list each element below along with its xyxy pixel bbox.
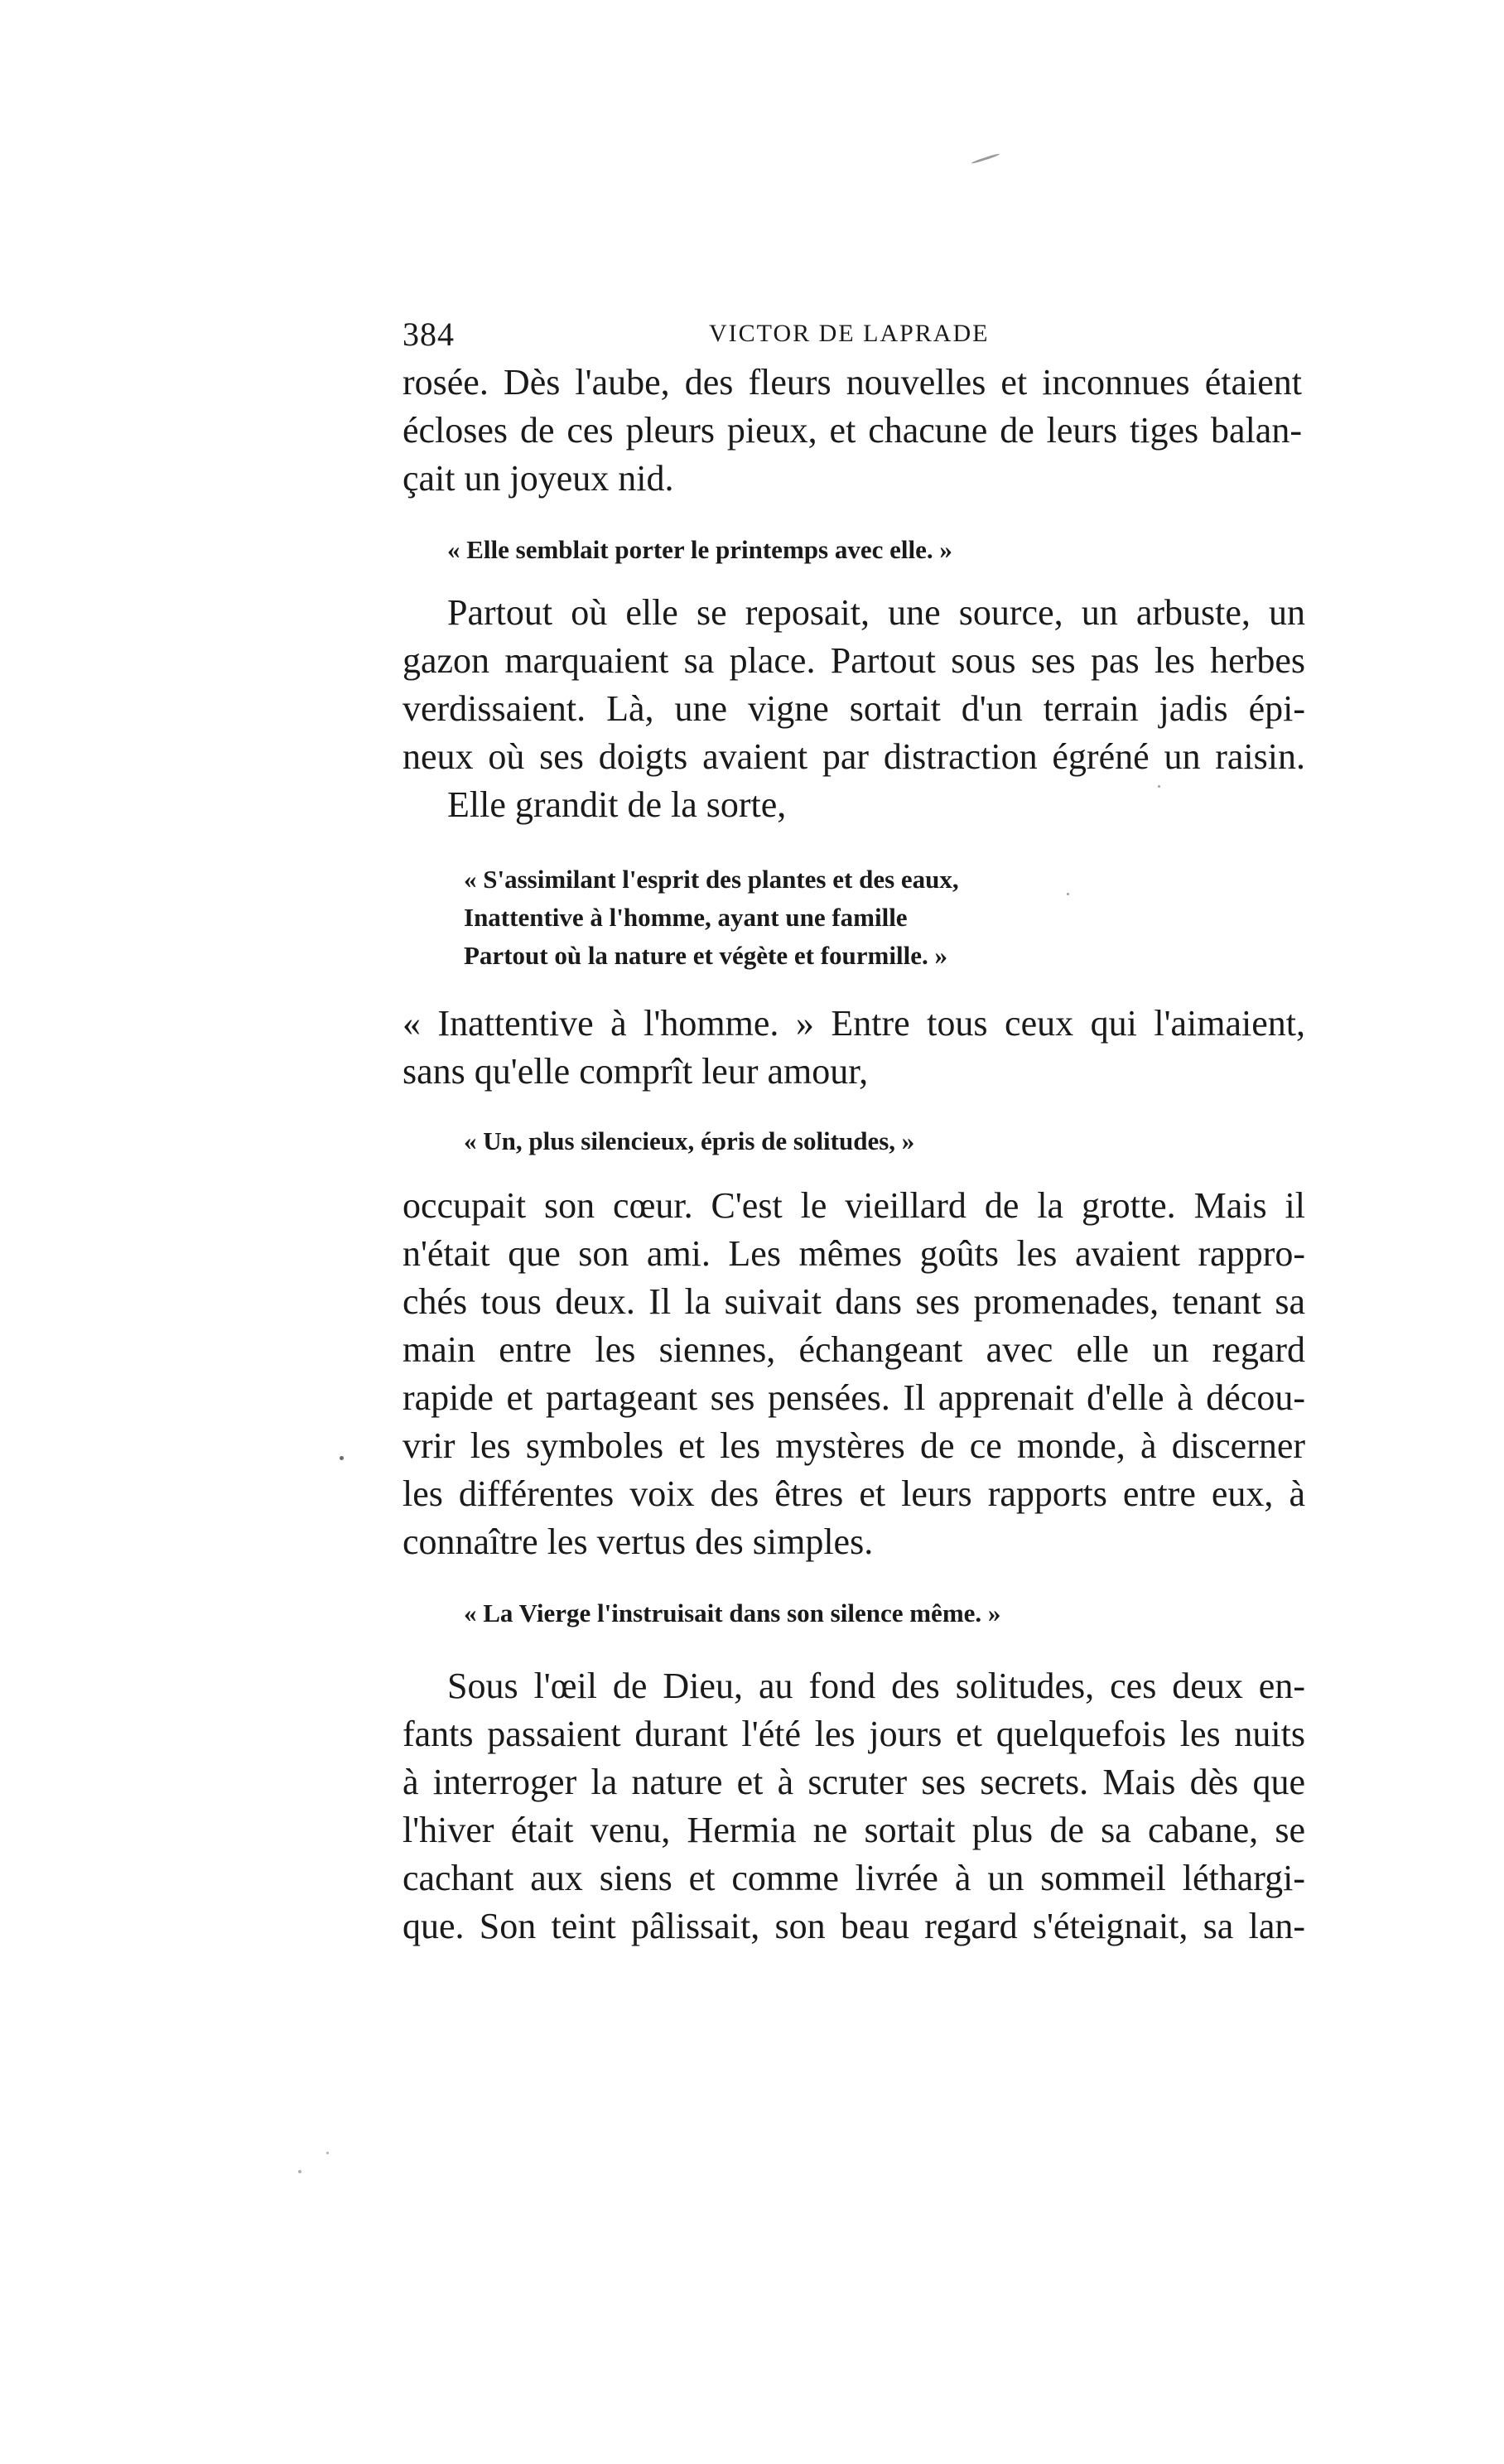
scan-speck (326, 2152, 329, 2154)
text-line: sans qu'elle comprît leur amour, (403, 1051, 869, 1092)
text-line: neux où ses doigts avaient par distraction égréné un raisin. (403, 736, 1305, 777)
text-line: Partout où elle se reposait, une source, un arbuste, un (447, 592, 1305, 633)
scan-speck (1158, 785, 1160, 788)
text-line: fants passaient durant l'été les jours et quelquefois les nuits (403, 1714, 1305, 1754)
text-line: rosée. Dès l'aube, des fleurs nouvelles et inconnues étaient (403, 362, 1302, 403)
text-line: main entre les siennes, échangeant avec elle un regard (403, 1329, 1305, 1370)
text-line: cachant aux siens et comme livrée à un sommeil léthargi- (403, 1858, 1305, 1898)
scan-speck (1067, 893, 1069, 895)
text-line: verdissaient. Là, une vigne sortait d'un terrain jadis épi- (403, 688, 1305, 729)
scan-mark (971, 153, 1000, 165)
text-line: çait un joyeux nid. (403, 458, 674, 499)
page-number: 384 (403, 316, 455, 353)
text-line: Sous l'œil de Dieu, au fond des solitudes, ces deux en- (447, 1666, 1305, 1706)
text-line: connaître les vertus des simples. (403, 1521, 874, 1562)
text-line: gazon marquaient sa place. Partout sous ses pas les herbes (403, 640, 1305, 681)
text-line: Elle grandit de la sorte, (447, 784, 787, 825)
scan-speck (340, 1456, 344, 1460)
scan-speck (298, 2170, 301, 2173)
text-line: n'était que son ami. Les mêmes goûts les avaient rappro- (403, 1233, 1305, 1274)
text-line: à interroger la nature et à scruter ses secrets. Mais dès que (403, 1762, 1305, 1802)
text-line: chés tous deux. Il la suivait dans ses promenades, tenant sa (403, 1281, 1305, 1322)
text-line: écloses de ces pleurs pieux, et chacune de leurs tiges balan- (403, 410, 1302, 451)
verse-quote: « Un, plus silencieux, épris de solitudes, » (464, 1126, 915, 1155)
verse-line: Partout où la nature et végète et fourmille. » (464, 941, 947, 970)
text-line: l'hiver était venu, Hermia ne sortait plus de sa cabane, se (403, 1810, 1305, 1850)
text-line: « Inattentive à l'homme. » Entre tous ceux qui l'aimaient, (403, 1003, 1305, 1044)
text-line: rapide et partageant ses pensées. Il apprenait d'elle à décou- (403, 1377, 1305, 1418)
verse-quote: « La Vierge l'instruisait dans son silence même. » (464, 1598, 1001, 1627)
verse-quote: « Elle semblait porter le printemps avec elle. » (447, 535, 952, 564)
text-line: vrir les symboles et les mystères de ce monde, à discerner (403, 1425, 1305, 1466)
text-line: les différentes voix des êtres et leurs rapports entre eux, à (403, 1473, 1305, 1514)
text-line: que. Son teint pâlissait, son beau regard s'éteignait, sa lan- (403, 1906, 1305, 1946)
verse-line: « S'assimilant l'esprit des plantes et des eaux, (464, 865, 959, 894)
page-header (403, 315, 1332, 356)
verse-line: Inattentive à l'homme, ayant une famille (464, 903, 908, 932)
running-title: VICTOR DE LAPRADE (709, 320, 990, 347)
text-line: occupait son cœur. C'est le vieillard de la grotte. Mais il (403, 1185, 1305, 1226)
